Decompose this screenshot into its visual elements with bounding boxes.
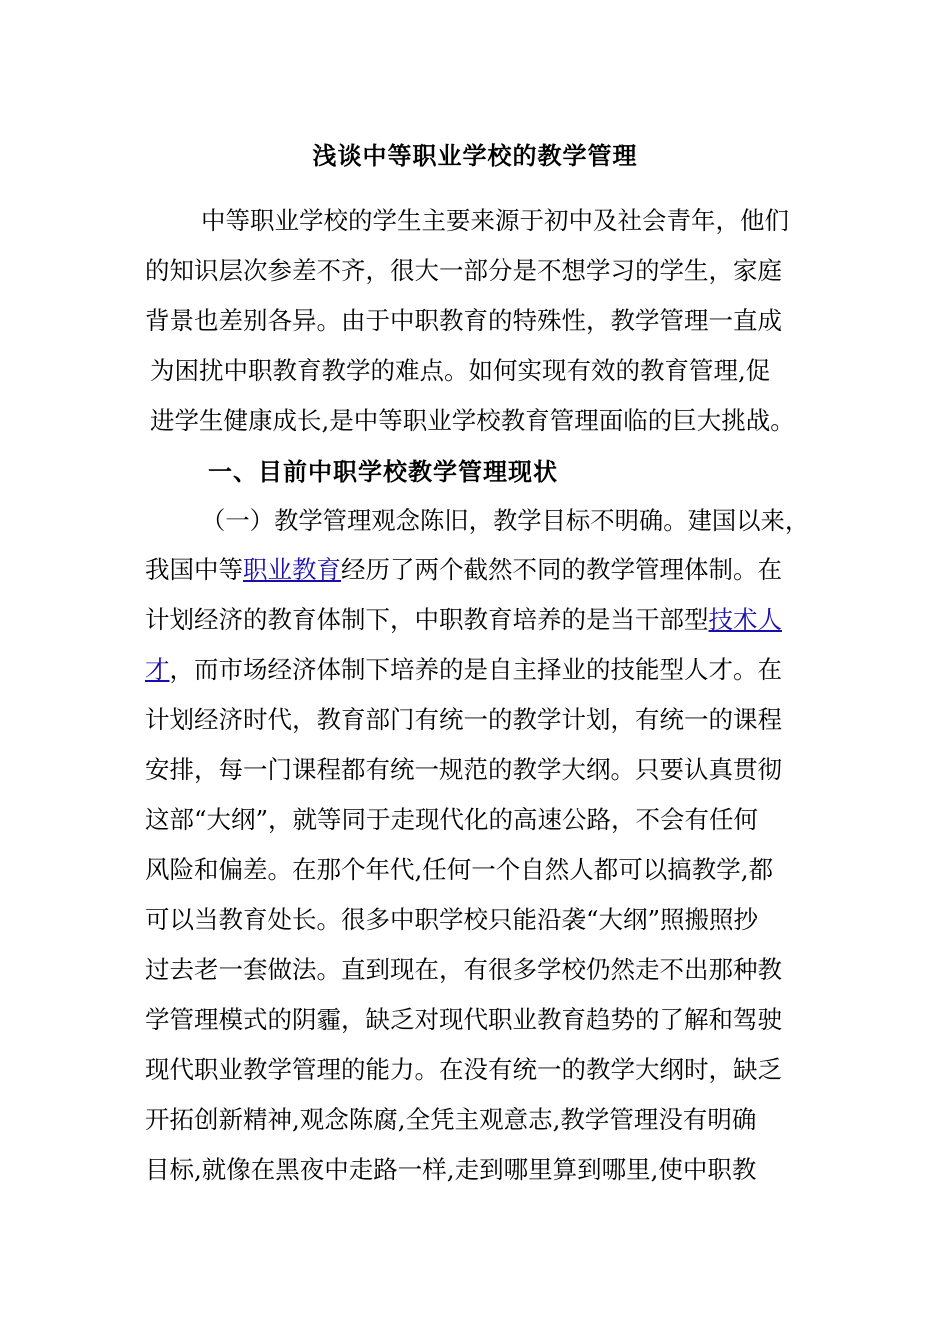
text-span: ，而市场经济体制下培养的是自主择业的技能型人才。在 xyxy=(169,655,782,684)
paragraph-line: 为困扰中职教育教学的难点。如何实现有效的教育管理,促 xyxy=(150,356,771,385)
paragraph-line: 中等职业学校的学生主要来源于初中及社会青年，他们 xyxy=(201,206,789,235)
paragraph-line: 学管理模式的阴霾，缺乏对现代职业教育趋势的了解和驾驶 xyxy=(145,1005,782,1034)
paragraph-line: 可以当教育处长。很多中职学校只能沿袭“大纲”照搬照抄 xyxy=(145,905,759,934)
paragraph-line: 进学生健康成长,是中等职业学校教育管理面临的巨大挑战。 xyxy=(150,406,795,435)
paragraph-line: 这部“大纲”，就等同于走现代化的高速公路，不会有任何 xyxy=(145,805,759,834)
paragraph-line xyxy=(145,603,810,637)
paragraph-line: 过去老一套做法。直到现在，有很多学校仍然走不出那种教 xyxy=(145,955,782,984)
paragraph-line: 开拓创新精神,观念陈腐,全凭主观意志,教学管理没有明确 xyxy=(145,1105,757,1134)
paragraph-line xyxy=(145,653,810,687)
text-span: 经历了两个截然不同的教学管理体制。在 xyxy=(341,555,782,584)
text-span: 我国中等 xyxy=(145,555,243,584)
link-technical-talent-cont[interactable]: 才 xyxy=(145,655,170,684)
link-technical-talent[interactable]: 技术人 xyxy=(708,605,782,634)
paragraph-line: 安排，每一门课程都有统一规范的教学大纲。只要认真贯彻 xyxy=(145,755,782,784)
document-title: 浅谈中等职业学校的教学管理 xyxy=(312,141,638,170)
paragraph-line: 目标,就像在黑夜中走路一样,走到哪里算到哪里,使中职教 xyxy=(145,1155,757,1184)
paragraph-line xyxy=(145,553,810,587)
paragraph-line: 计划经济时代，教育部门有统一的教学计划，有统一的课程 xyxy=(145,705,782,734)
paragraph-line: 风险和偏差。在那个年代,任何一个自然人都可以搞教学,都 xyxy=(145,855,774,884)
text-span: 计划经济的教育体制下，中职教育培养的是当干部型 xyxy=(145,605,709,634)
paragraph-line: （一）教学管理观念陈旧，教学目标不明确。建国以来， xyxy=(201,506,810,535)
link-vocational-education[interactable]: 职业教育 xyxy=(243,555,341,584)
paragraph-line: 背景也差别各异。由于中职教育的特殊性，教学管理一直成 xyxy=(145,306,782,335)
paragraph-line: 的知识层次参差不齐，很大一部分是不想学习的学生，家庭 xyxy=(145,256,782,285)
paragraph-line: 现代职业教学管理的能力。在没有统一的教学大纲时，缺乏 xyxy=(145,1055,782,1084)
section-heading: 一、目前中职学校教学管理现状 xyxy=(208,457,558,486)
